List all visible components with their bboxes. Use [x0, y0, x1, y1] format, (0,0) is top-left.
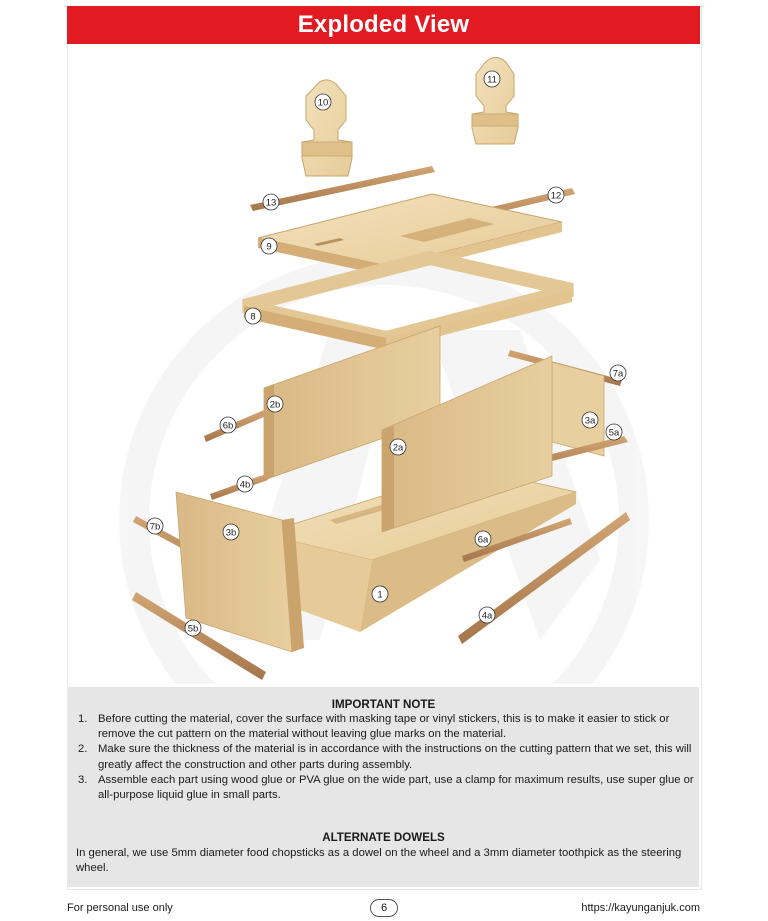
note-text: Assemble each part using wood glue or PVA glue on the wide part, use a clamp for maximum results, use super glue or all-purpose liquid glue in small parts.: [98, 773, 694, 802]
note-item: [78, 712, 694, 742]
footer-website: https://kayunganjuk.com: [581, 902, 700, 914]
label-2b: [267, 396, 283, 412]
label-4b: [237, 476, 253, 492]
label-5a: [606, 424, 622, 440]
svg-text:7b: 7b: [149, 521, 161, 533]
svg-text:9: 9: [266, 241, 272, 253]
svg-text:3a: 3a: [584, 415, 596, 427]
label-5b: [185, 620, 201, 636]
label-1: [372, 586, 388, 602]
label-13: [263, 194, 279, 210]
note-number: 2.: [78, 743, 88, 756]
note-item: [78, 742, 694, 772]
svg-text:10: 10: [317, 97, 329, 109]
svg-text:4a: 4a: [481, 610, 493, 622]
svg-text:6a: 6a: [477, 534, 489, 546]
label-12: [548, 187, 564, 203]
svg-text:7a: 7a: [612, 368, 624, 380]
label-8: [245, 308, 261, 324]
svg-text:2b: 2b: [269, 399, 281, 411]
note-text: Before cutting the material, cover the surface with masking tape or vinyl stickers, this is to make it easier to stick or remove the cut pattern on the material without leaving glue marks on the material.: [98, 713, 670, 741]
alternate-dowels-title: ALTERNATE DOWELS: [322, 831, 445, 844]
footer-note: For personal use only: [67, 902, 173, 914]
important-note-title: IMPORTANT NOTE: [331, 698, 436, 711]
label-4a: [479, 607, 495, 623]
svg-text:11: 11: [487, 74, 497, 86]
page-number: 6: [370, 899, 398, 917]
svg-text:1: 1: [377, 589, 383, 601]
svg-text:5a: 5a: [608, 427, 620, 439]
important-note-list: [78, 712, 694, 803]
page-title: Exploded View: [297, 11, 470, 38]
label-7b: [147, 518, 163, 534]
exploded-view-diagram: [68, 44, 699, 684]
note-item: [78, 773, 694, 803]
label-6a: [475, 531, 491, 547]
svg-text:12: 12: [550, 190, 562, 202]
note-number: 3.: [78, 773, 88, 786]
label-7a: [610, 365, 626, 381]
svg-text:4b: 4b: [239, 479, 251, 491]
svg-text:13: 13: [265, 197, 277, 209]
svg-text:5b: 5b: [187, 623, 199, 635]
alternate-dowels-text: In general, we use 5mm diameter food chopsticks as a dowel on the wheel and a 3mm diameter toothpick as the steering wheel.: [76, 847, 682, 875]
label-11: [484, 71, 500, 87]
svg-text:6b: 6b: [222, 420, 234, 432]
title-bar: [67, 6, 700, 44]
part-10: [302, 80, 352, 176]
svg-text:2a: 2a: [392, 442, 404, 454]
part-11: [472, 57, 518, 144]
label-2a: [390, 439, 406, 455]
note-text: Make sure the thickness of the material is in accordance with the instructions on the cutting pattern that we set, this will greatly affect the construction and other parts during assembly.: [98, 743, 692, 771]
note-number: 1.: [78, 713, 88, 725]
svg-text:8: 8: [250, 311, 256, 323]
part-3a: [552, 362, 604, 456]
label-6b: [220, 417, 236, 433]
label-9: [261, 238, 277, 254]
svg-text:3b: 3b: [225, 527, 237, 539]
label-3a: [582, 412, 598, 428]
label-3b: [223, 524, 239, 540]
label-10: [315, 94, 331, 110]
important-note-box: [68, 687, 699, 887]
